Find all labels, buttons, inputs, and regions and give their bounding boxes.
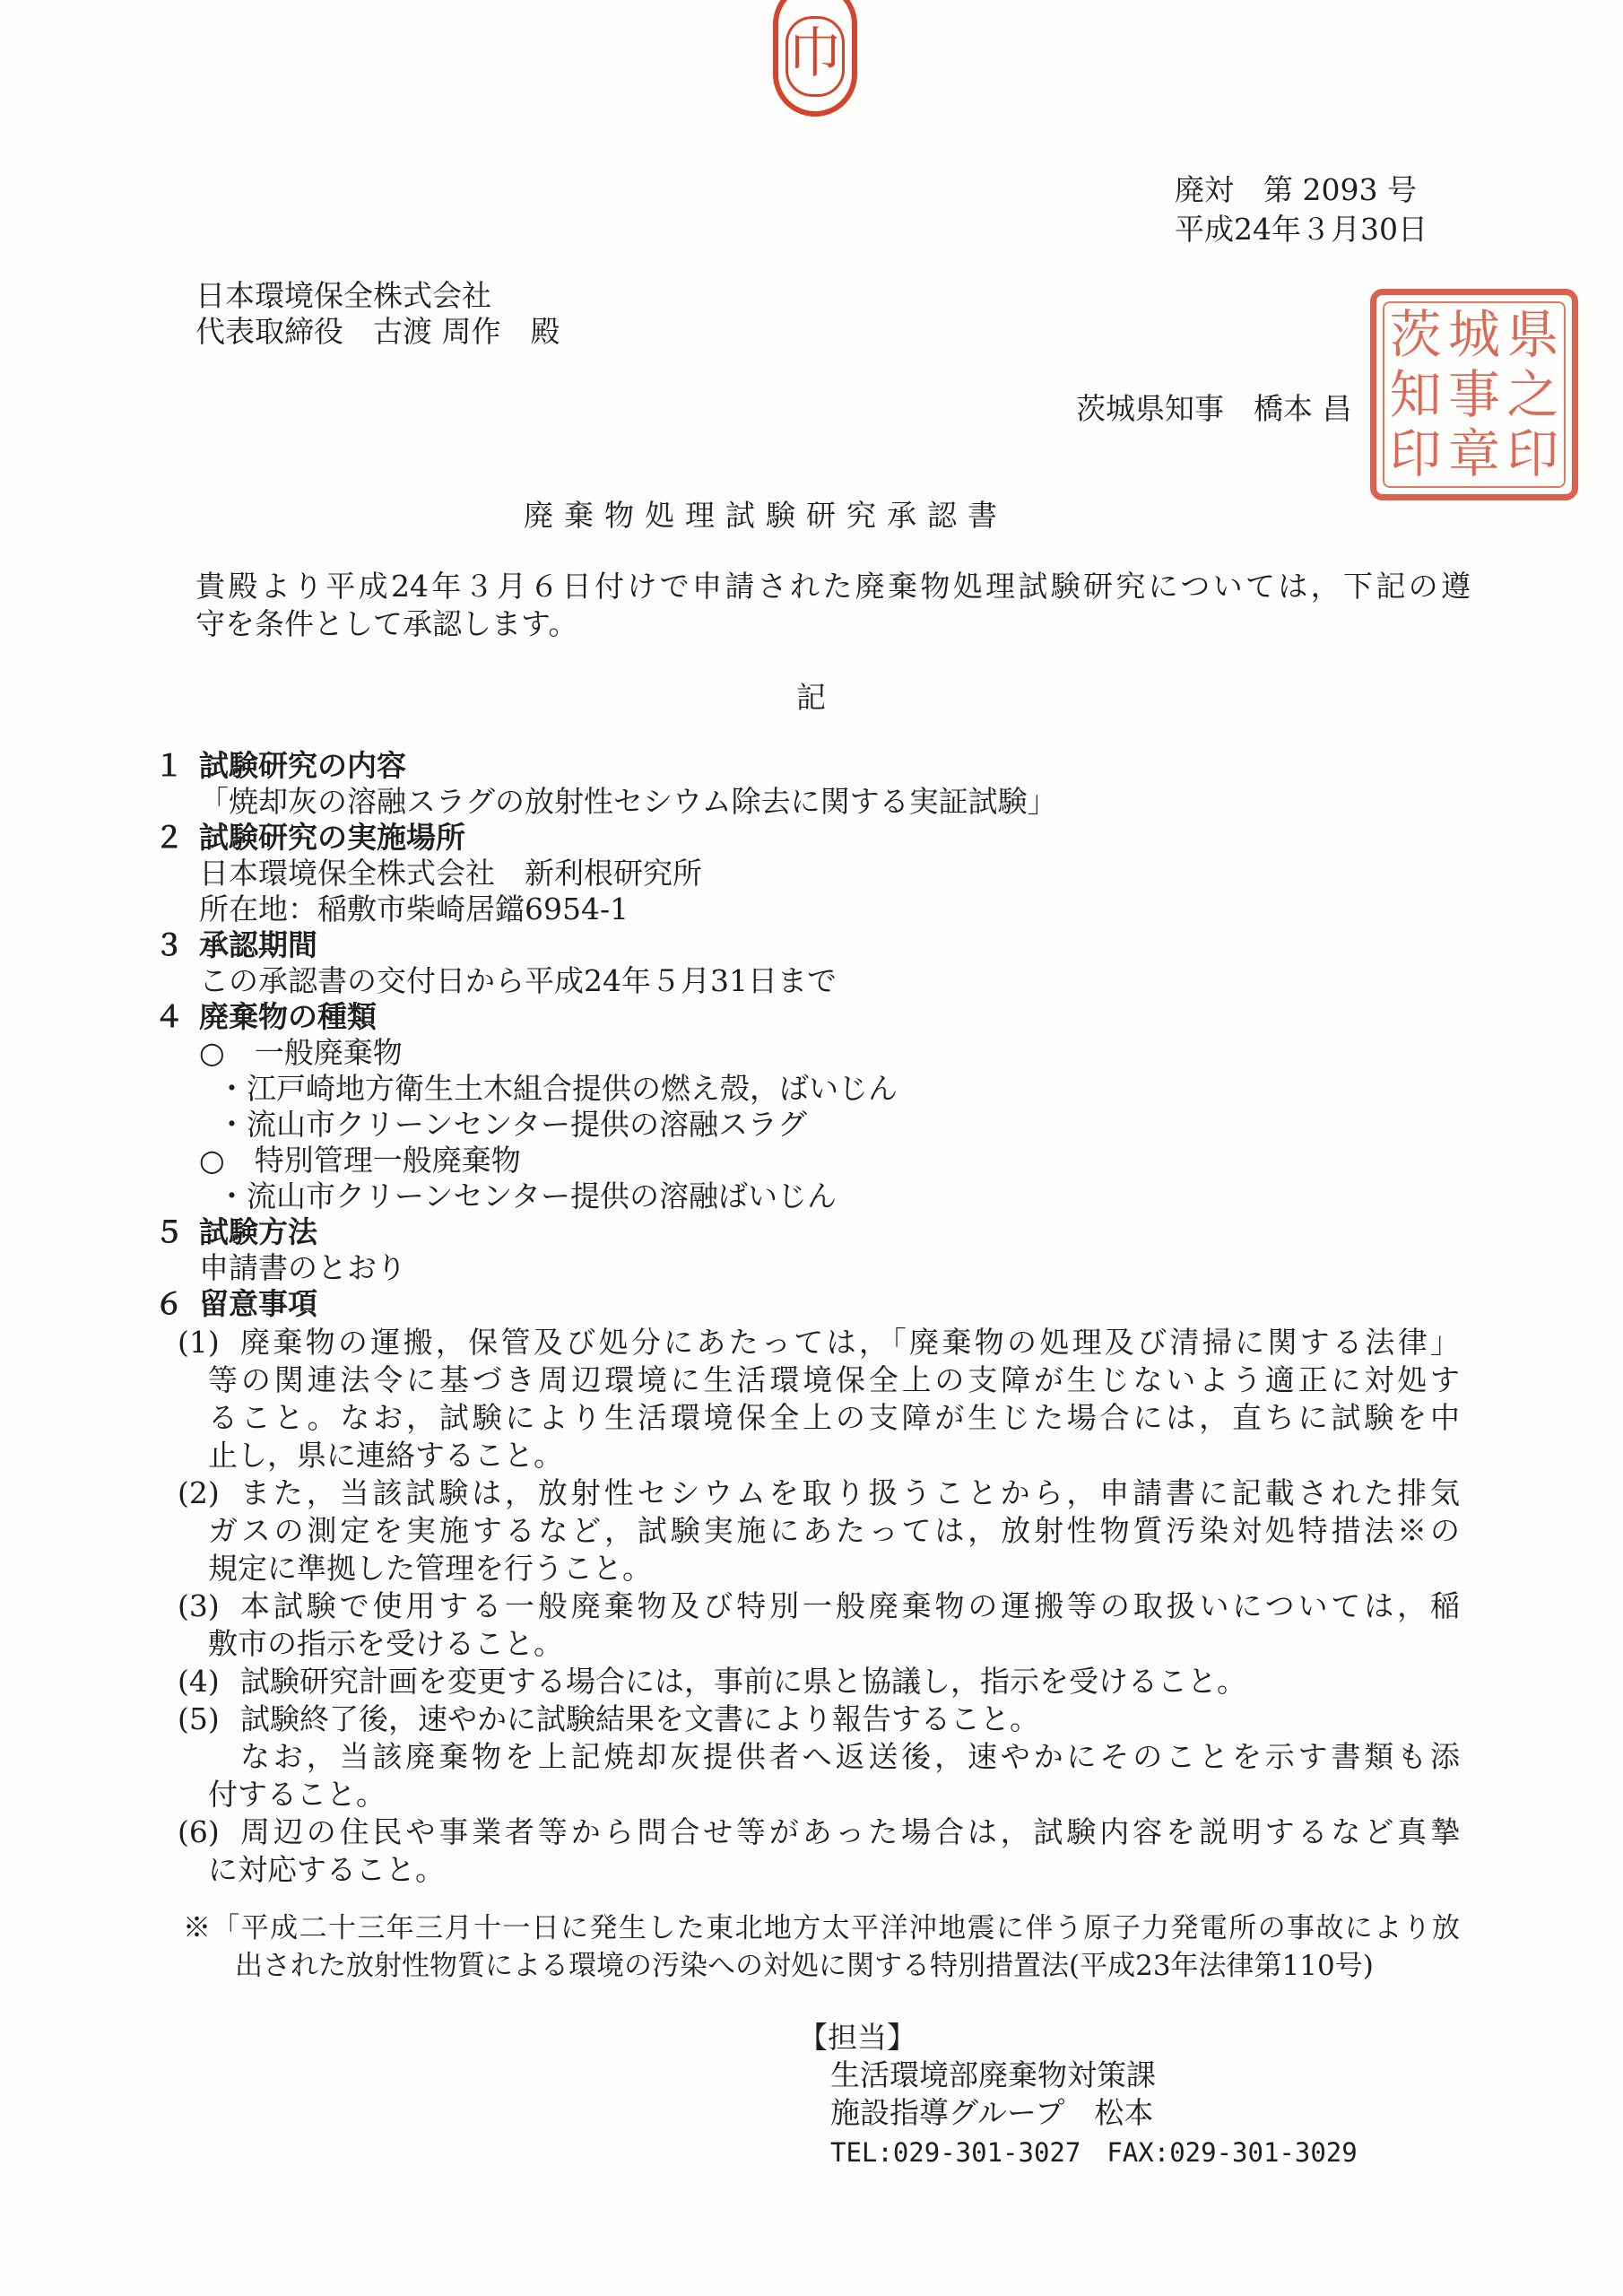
- note-4-line-1: 試験研究計画を変更する場合には，事前に県と協議し，指示を受けること。: [240, 1664, 1246, 1699]
- note-1-line-3: ること。なお，試験により生活環境保全上の支障が生じた場合には，直ちに試験を中: [208, 1400, 1460, 1435]
- item-4-heading: 廃棄物の種類: [199, 999, 377, 1034]
- note-1-line-1: 廃棄物の運搬，保管及び処分にあたっては，「廃棄物の処理及び清掃に関する法律」: [240, 1325, 1460, 1360]
- contact-group: 施設指導グループ 松本: [830, 2095, 1154, 2130]
- item-4-category-1-b: ・流山市クリーンセンター提供の溶融スラグ: [217, 1107, 808, 1142]
- item-2-heading: 試験研究の実施場所: [199, 820, 465, 855]
- document-date: 平成24年３月30日: [1175, 212, 1428, 247]
- note-1-line-2: 等の関連法令に基づき周辺環境に生活環境保全上の支障が生じないよう適正に対処す: [208, 1362, 1460, 1397]
- item-4-number: ４: [154, 999, 184, 1034]
- addressee-company: 日本環境保全株式会社: [195, 278, 491, 313]
- note-3-label: (3): [178, 1588, 220, 1623]
- item-3-heading: 承認期間: [199, 927, 317, 962]
- item-4-category-1-a: ・江戸崎地方衛生土木組合提供の燃え殻，ばいじん: [217, 1071, 898, 1106]
- contact-phone-fax: TEL:029-301-3027 FAX:029-301-3029: [830, 2137, 1358, 2168]
- item-4-category-2-a: ・流山市クリーンセンター提供の溶融ばいじん: [217, 1178, 838, 1213]
- item-1-heading: 試験研究の内容: [199, 748, 406, 783]
- note-3-line-1: 本試験で使用する一般廃棄物及び特別一般廃棄物の運搬等の取扱いについては，稲: [240, 1588, 1460, 1623]
- note-6-label: (6): [178, 1814, 220, 1849]
- item-5-content: 申請書のとおり: [199, 1250, 406, 1285]
- note-2-line-3: 規定に準拠した管理を行うこと。: [208, 1551, 652, 1586]
- item-5-number: ５: [154, 1214, 184, 1249]
- intro-line-1: 貴殿より平成24年３月６日付けで申請された廃棄物処理試験研究については，下記の遵: [195, 569, 1471, 604]
- top-seal-glyph: 巾: [788, 22, 842, 85]
- note-2-line-2: ガスの測定を実施するなど，試験実施にあたっては，放射性物質汚染対処特措法※の: [208, 1513, 1460, 1548]
- contact-department: 生活環境部廃棄物対策課: [830, 2057, 1156, 2092]
- note-1-line-4: 止し，県に連絡すること。: [208, 1438, 563, 1473]
- note-6-line-2: に対応すること。: [208, 1852, 445, 1887]
- intro-line-2: 守を条件として承認します。: [195, 606, 578, 641]
- note-5-line-1: 試験終了後，速やかに試験結果を文書により報告すること。: [240, 1701, 1039, 1736]
- item-2-number: ２: [154, 820, 184, 855]
- note-2-label: (2): [178, 1475, 220, 1510]
- item-2-line-2: 所在地：稲敷市柴崎居鐺6954-1: [199, 891, 629, 926]
- footnote-line-1: ※「平成二十三年三月十一日に発生した東北地方太平洋沖地震に伴う原子力発電所の事故により放: [183, 1912, 1460, 1944]
- sender: 茨城県知事 橋本 昌: [1076, 391, 1352, 426]
- item-6-number: ６: [154, 1286, 184, 1321]
- note-2-line-1: また，当該試験は，放射性セシウムを取り扱うことから，申請書に記載された排気: [240, 1475, 1460, 1510]
- governor-seal-glyphs: 茨 城 県 知 事 之 印 章 印: [1389, 304, 1559, 485]
- item-1-number: １: [154, 748, 184, 783]
- item-2-line-1: 日本環境保全株式会社 新利根研究所: [199, 856, 702, 891]
- item-3-number: ３: [154, 927, 184, 962]
- item-4-category-1: ○ 一般廃棄物: [199, 1035, 403, 1070]
- document-title: 廃棄物処理試験研究承認書: [524, 498, 1008, 533]
- item-6-heading: 留意事項: [199, 1286, 317, 1321]
- note-5-line-3: 付すること。: [208, 1777, 386, 1812]
- item-4-category-2: ○ 特別管理一般廃棄物: [199, 1143, 521, 1178]
- item-3-content: この承認書の交付日から平成24年５月31日まで: [199, 963, 837, 998]
- addressee-representative: 代表取締役 古渡 周作 殿: [195, 314, 560, 349]
- note-5-label: (5): [178, 1701, 220, 1736]
- document-number: 廃対 第 2093 号: [1175, 172, 1417, 207]
- note-4-label: (4): [178, 1664, 220, 1699]
- contact-heading: 【担当】: [798, 2020, 916, 2055]
- footnote-line-2: 出された放射性物質による環境の汚染への対処に関する特別措置法(平成23年法律第110号): [235, 1950, 1374, 1982]
- note-1-label: (1): [178, 1325, 220, 1360]
- note-3-line-2: 敷市の指示を受けること。: [208, 1626, 563, 1661]
- note-5-line-2: なお，当該廃棄物を上記焼却灰提供者へ返送後，速やかにそのことを示す書類も添: [240, 1739, 1460, 1774]
- item-1-content: 「焼却灰の溶融スラグの放射性セシウム除去に関する実証試験」: [199, 784, 1057, 819]
- item-5-heading: 試験方法: [199, 1214, 317, 1249]
- note-6-line-1: 周辺の住民や事業者等から問合せ等があった場合は，試験内容を説明するなど真摯: [240, 1814, 1460, 1849]
- ki-mark: 記: [796, 680, 826, 715]
